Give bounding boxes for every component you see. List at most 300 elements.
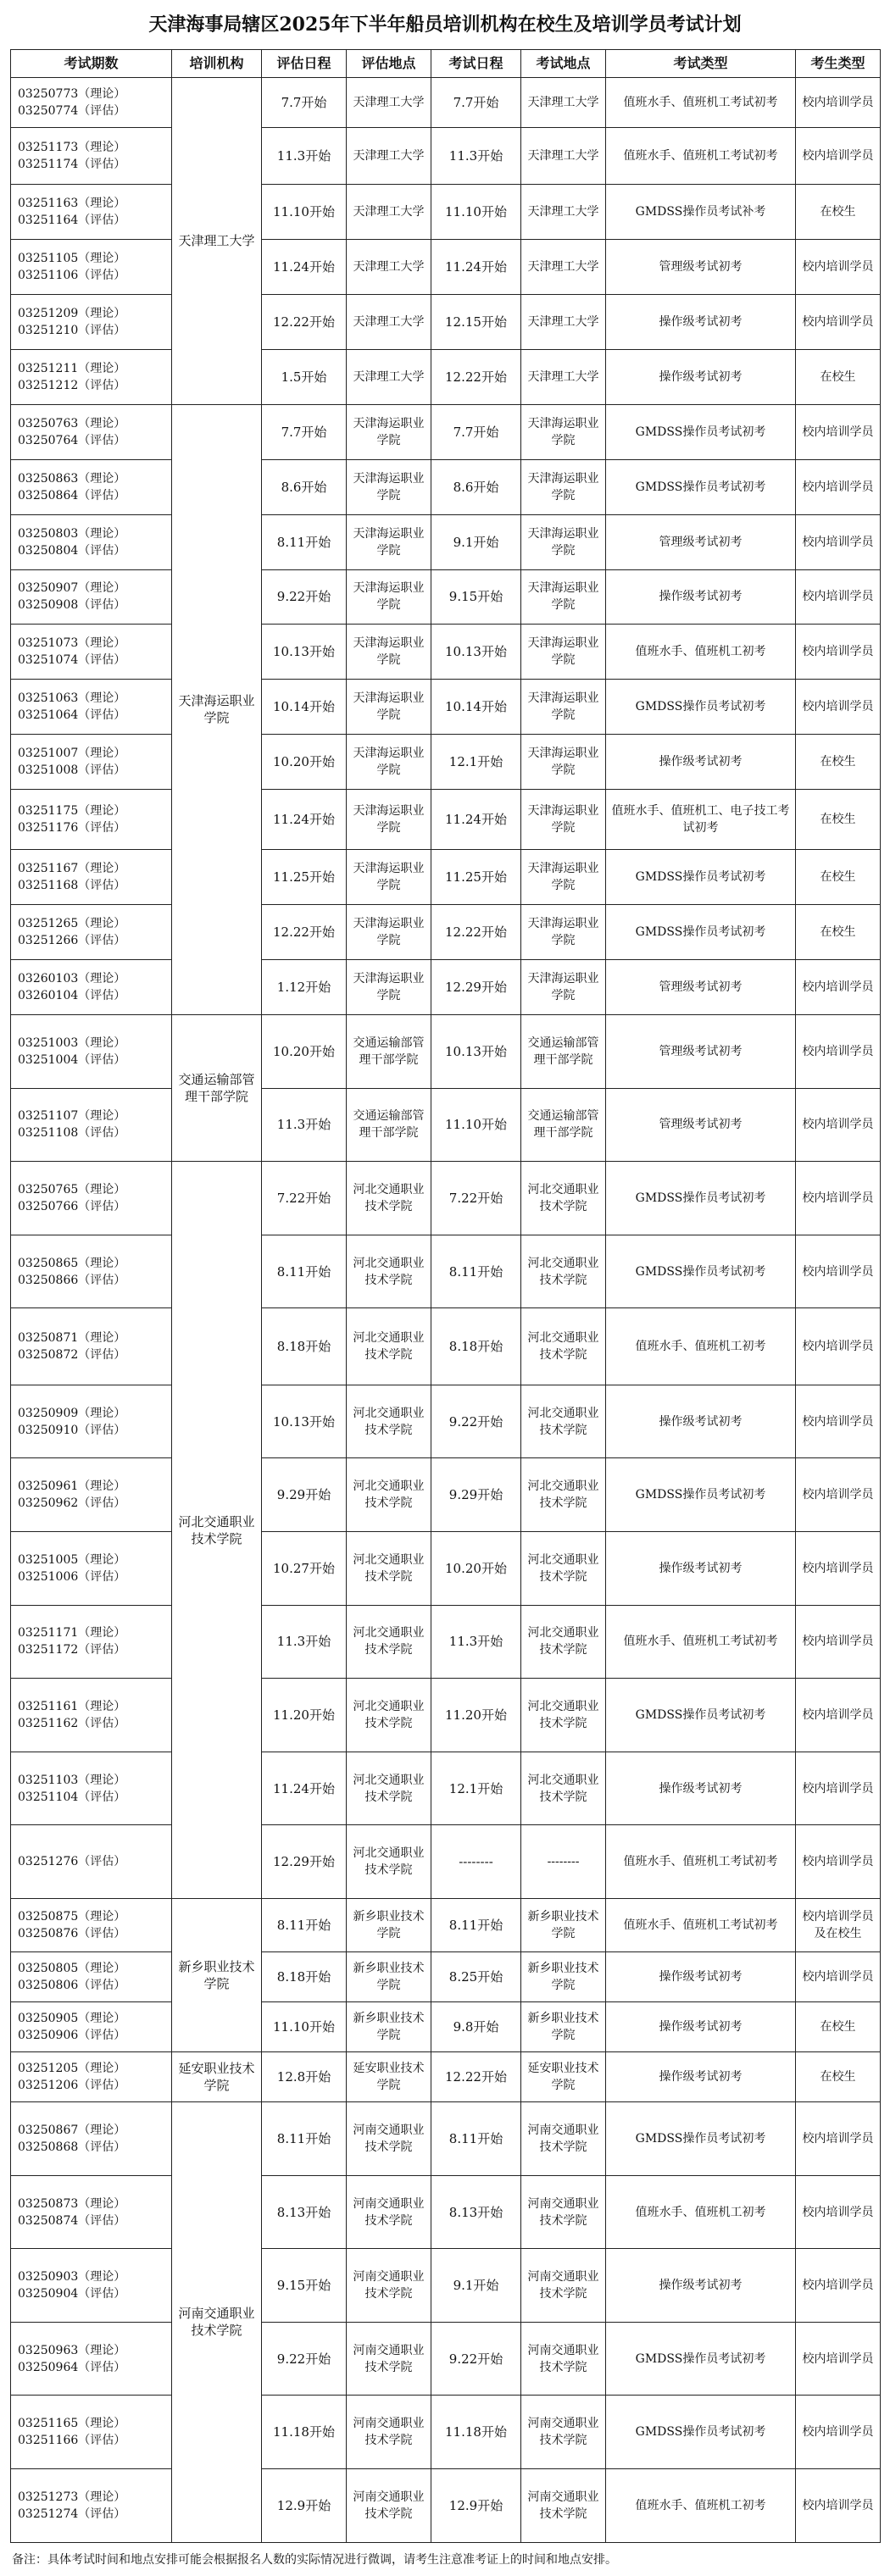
exam-location-cell: 河南交通职业技术学院 [521, 2322, 606, 2396]
exam-location-cell: 河南交通职业技术学院 [521, 2102, 606, 2176]
eval-location-cell: 天津海运职业学院 [347, 905, 431, 960]
eval-date-cell: 8.11开始 [262, 2102, 347, 2176]
exam-date-cell: 9.22开始 [431, 2322, 521, 2396]
exam-date-cell: -------- [431, 1825, 521, 1899]
header-institution: 培训机构 [172, 50, 262, 78]
eval-date-cell: 11.3开始 [262, 128, 347, 185]
exam-period-code: 03250910（评估） [18, 1423, 126, 1437]
eval-date-cell: 10.27开始 [262, 1532, 347, 1606]
table-row [11, 2396, 881, 2469]
exam-location-cell: 交通运输部管理干部学院 [521, 1088, 606, 1162]
exam-date-cell: 8.11开始 [431, 1235, 521, 1308]
table-row [11, 960, 881, 1015]
exam-period-code: 03250763（理论） [18, 416, 126, 430]
exam-type-cell: GMDSS操作员考试补考 [606, 184, 796, 239]
exam-period-cell [11, 78, 172, 128]
exam-location-cell: 河南交通职业技术学院 [521, 2249, 606, 2323]
table-row [11, 680, 881, 735]
exam-type-cell: 值班水手、值班机工考试初考 [606, 78, 796, 128]
exam-location-cell: 天津理工大学 [521, 78, 606, 128]
eval-location-cell: 天津海运职业学院 [347, 569, 431, 625]
exam-period-code: 03251175（理论） [18, 804, 126, 819]
exam-period-cell [11, 2322, 172, 2396]
student-type-cell: 校内培训学员 [796, 1162, 881, 1235]
eval-date-cell: 8.11开始 [262, 1899, 347, 1952]
exam-period-code: 03251167（理论） [18, 862, 126, 876]
exam-location-cell: 河北交通职业技术学院 [521, 1752, 606, 1825]
eval-location-cell: 天津理工大学 [347, 239, 431, 294]
eval-location-cell: 新乡职业技术学院 [347, 1951, 431, 2001]
exam-location-cell: 天津海运职业学院 [521, 960, 606, 1015]
eval-date-cell: 12.9开始 [262, 2469, 347, 2543]
exam-type-cell: 值班水手、值班机工初考 [606, 2469, 796, 2543]
student-type-cell: 校内培训学员及在校生 [796, 1899, 881, 1952]
exam-location-cell: 天津海运职业学院 [521, 459, 606, 514]
table-row [11, 1385, 881, 1458]
student-type-cell: 校内培训学员 [796, 1605, 881, 1679]
exam-period-cell [11, 625, 172, 680]
eval-date-cell: 7.22开始 [262, 1162, 347, 1235]
table-row [11, 1162, 881, 1235]
student-type-cell: 在校生 [796, 735, 881, 790]
exam-date-cell: 8.6开始 [431, 459, 521, 514]
table-row [11, 2052, 881, 2102]
eval-date-cell: 11.24开始 [262, 239, 347, 294]
exam-location-cell: 延安职业技术学院 [521, 2052, 606, 2102]
table-row [11, 184, 881, 239]
exam-period-cell [11, 128, 172, 185]
exam-type-cell: 值班水手、值班机工初考 [606, 2175, 796, 2249]
exam-period-code: 03250803（理论） [18, 526, 126, 541]
exam-date-cell: 9.1开始 [431, 514, 521, 569]
exam-type-cell: GMDSS操作员考试初考 [606, 680, 796, 735]
exam-period-code: 03251266（评估） [18, 934, 126, 948]
exam-period-cell [11, 1014, 172, 1088]
institution-cell: 交通运输部管理干部学院 [172, 1014, 262, 1161]
eval-location-cell: 天津海运职业学院 [347, 459, 431, 514]
student-type-cell: 校内培训学员 [796, 2396, 881, 2469]
exam-type-cell: GMDSS操作员考试初考 [606, 404, 796, 459]
exam-date-cell: 11.10开始 [431, 184, 521, 239]
eval-date-cell: 11.24开始 [262, 790, 347, 850]
exam-date-cell: 10.13开始 [431, 1014, 521, 1088]
exam-period-code: 03251104（评估） [18, 1790, 126, 1804]
exam-type-cell: 管理级考试初考 [606, 960, 796, 1015]
eval-date-cell: 8.11开始 [262, 1235, 347, 1308]
exam-period-code: 03251073（理论） [18, 636, 126, 651]
exam-date-cell: 9.22开始 [431, 1385, 521, 1458]
eval-date-cell: 10.13开始 [262, 625, 347, 680]
exam-period-cell [11, 459, 172, 514]
exam-date-cell: 12.1开始 [431, 735, 521, 790]
eval-date-cell: 10.13开始 [262, 1385, 347, 1458]
student-type-cell: 校内培训学员 [796, 1951, 881, 2001]
exam-period-code: 03250873（理论） [18, 2196, 126, 2211]
exam-date-cell: 12.15开始 [431, 294, 521, 349]
exam-location-cell: 河南交通职业技术学院 [521, 2469, 606, 2543]
eval-date-cell: 11.10开始 [262, 2002, 347, 2052]
eval-location-cell: 河南交通职业技术学院 [347, 2396, 431, 2469]
exam-schedule-table [10, 49, 881, 2543]
eval-location-cell: 天津海运职业学院 [347, 514, 431, 569]
exam-location-cell: 天津海运职业学院 [521, 905, 606, 960]
exam-period-code: 03250905（理论） [18, 2012, 126, 2026]
exam-period-code: 03251004（评估） [18, 1052, 126, 1067]
exam-type-cell: 值班水手、值班机工考试初考 [606, 1899, 796, 1952]
exam-location-cell: 河北交通职业技术学院 [521, 1235, 606, 1308]
student-type-cell: 校内培训学员 [796, 625, 881, 680]
table-row [11, 2102, 881, 2176]
eval-location-cell: 河南交通职业技术学院 [347, 2102, 431, 2176]
exam-type-cell: 操作级考试初考 [606, 1385, 796, 1458]
eval-location-cell: 天津海运职业学院 [347, 735, 431, 790]
exam-period-cell [11, 1458, 172, 1532]
exam-location-cell: 天津理工大学 [521, 184, 606, 239]
exam-type-cell: 管理级考试初考 [606, 1088, 796, 1162]
student-type-cell: 校内培训学员 [796, 1679, 881, 1752]
student-type-cell: 校内培训学员 [796, 1014, 881, 1088]
exam-period-cell [11, 735, 172, 790]
student-type-cell: 校内培训学员 [796, 1235, 881, 1308]
eval-date-cell: 11.10开始 [262, 184, 347, 239]
exam-period-cell [11, 2469, 172, 2543]
eval-date-cell: 11.3开始 [262, 1605, 347, 1679]
student-type-cell: 校内培训学员 [796, 1752, 881, 1825]
exam-period-code: 03250804（评估） [18, 543, 126, 558]
exam-location-cell: 河北交通职业技术学院 [521, 1605, 606, 1679]
eval-date-cell: 10.20开始 [262, 1014, 347, 1088]
exam-period-code: 03250908（评估） [18, 598, 126, 613]
eval-location-cell: 河北交通职业技术学院 [347, 1532, 431, 1606]
eval-date-cell: 11.20开始 [262, 1679, 347, 1752]
exam-type-cell: 操作级考试初考 [606, 735, 796, 790]
student-type-cell: 校内培训学员 [796, 239, 881, 294]
exam-period-code: 03250765（理论） [18, 1182, 126, 1196]
table-row [11, 459, 881, 514]
exam-period-code: 03251106（评估） [18, 268, 126, 282]
exam-period-code: 03260104（评估） [18, 988, 126, 1002]
exam-period-cell [11, 514, 172, 569]
exam-period-cell [11, 2052, 172, 2102]
eval-date-cell: 7.7开始 [262, 78, 347, 128]
exam-period-code: 03251063（理论） [18, 691, 126, 706]
exam-period-cell [11, 2002, 172, 2052]
exam-location-cell: 交通运输部管理干部学院 [521, 1014, 606, 1088]
exam-location-cell: 天津理工大学 [521, 349, 606, 404]
institution-cell: 延安职业技术学院 [172, 2052, 262, 2102]
table-row [11, 404, 881, 459]
student-type-cell: 校内培训学员 [796, 1088, 881, 1162]
exam-location-cell: 天津理工大学 [521, 294, 606, 349]
eval-location-cell: 河北交通职业技术学院 [347, 1162, 431, 1235]
exam-location-cell: 河北交通职业技术学院 [521, 1458, 606, 1532]
exam-location-cell: 河南交通职业技术学院 [521, 2175, 606, 2249]
eval-date-cell: 10.20开始 [262, 735, 347, 790]
student-type-cell: 在校生 [796, 905, 881, 960]
exam-period-code: 03250863（理论） [18, 471, 126, 486]
exam-period-cell [11, 294, 172, 349]
exam-date-cell: 10.14开始 [431, 680, 521, 735]
student-type-cell: 校内培训学员 [796, 569, 881, 625]
exam-location-cell: 新乡职业技术学院 [521, 2002, 606, 2052]
exam-type-cell: GMDSS操作员考试初考 [606, 905, 796, 960]
exam-date-cell: 11.25开始 [431, 850, 521, 905]
exam-period-code: 03251176（评估） [18, 821, 126, 836]
institution-cell: 天津海运职业学院 [172, 404, 262, 1014]
student-type-cell: 校内培训学员 [796, 404, 881, 459]
table-row [11, 1825, 881, 1899]
exam-period-code: 03250871（理论） [18, 1331, 126, 1346]
exam-period-code: 03251005（理论） [18, 1552, 126, 1567]
header-eval-location: 评估地点 [347, 50, 431, 78]
eval-date-cell: 9.22开始 [262, 569, 347, 625]
eval-date-cell: 1.5开始 [262, 349, 347, 404]
exam-type-cell: GMDSS操作员考试初考 [606, 459, 796, 514]
table-body [11, 78, 881, 2543]
exam-period-code: 03251209（理论） [18, 306, 126, 320]
exam-period-code: 03250907（理论） [18, 581, 126, 596]
table-row [11, 1235, 881, 1308]
exam-date-cell: 7.7开始 [431, 404, 521, 459]
exam-location-cell: 天津海运职业学院 [521, 569, 606, 625]
exam-type-cell: GMDSS操作员考试初考 [606, 2396, 796, 2469]
table-row [11, 735, 881, 790]
exam-period-cell [11, 349, 172, 404]
eval-location-cell: 延安职业技术学院 [347, 2052, 431, 2102]
student-type-cell: 校内培训学员 [796, 680, 881, 735]
exam-location-cell: 天津海运职业学院 [521, 735, 606, 790]
eval-location-cell: 河北交通职业技术学院 [347, 1752, 431, 1825]
exam-period-code: 03251172（评估） [18, 1643, 126, 1657]
exam-date-cell: 8.11开始 [431, 2102, 521, 2176]
exam-location-cell: 新乡职业技术学院 [521, 1899, 606, 1952]
table-row [11, 1605, 881, 1679]
exam-period-code: 03251173（理论） [18, 141, 126, 154]
table-row [11, 78, 881, 128]
exam-date-cell: 7.22开始 [431, 1162, 521, 1235]
eval-location-cell: 河南交通职业技术学院 [347, 2469, 431, 2543]
eval-location-cell: 河北交通职业技术学院 [347, 1235, 431, 1308]
exam-period-cell [11, 1235, 172, 1308]
student-type-cell: 在校生 [796, 850, 881, 905]
exam-date-cell: 12.22开始 [431, 905, 521, 960]
header-eval-date: 评估日程 [262, 50, 347, 78]
exam-date-cell: 9.1开始 [431, 2249, 521, 2323]
eval-location-cell: 新乡职业技术学院 [347, 1899, 431, 1952]
exam-period-code: 03250962（评估） [18, 1496, 126, 1511]
student-type-cell: 校内培训学员 [796, 2469, 881, 2543]
exam-period-code: 03250805（理论） [18, 1961, 126, 1975]
table-row [11, 239, 881, 294]
exam-period-code: 03251163（理论） [18, 196, 126, 210]
table-row [11, 349, 881, 404]
exam-type-cell: GMDSS操作员考试初考 [606, 1235, 796, 1308]
eval-date-cell: 8.18开始 [262, 1308, 347, 1385]
exam-period-cell [11, 1532, 172, 1606]
exam-type-cell: 操作级考试初考 [606, 2052, 796, 2102]
exam-period-cell [11, 2175, 172, 2249]
eval-date-cell: 11.24开始 [262, 1752, 347, 1825]
exam-period-cell [11, 1752, 172, 1825]
institution-cell: 河北交通职业技术学院 [172, 1162, 262, 1899]
header-exam-location: 考试地点 [521, 50, 606, 78]
exam-period-code: 03251107（理论） [18, 1109, 126, 1124]
exam-period-cell [11, 1825, 172, 1899]
student-type-cell: 校内培训学员 [796, 459, 881, 514]
student-type-cell: 校内培训学员 [796, 2249, 881, 2323]
exam-type-cell: 管理级考试初考 [606, 239, 796, 294]
eval-location-cell: 天津海运职业学院 [347, 850, 431, 905]
student-type-cell: 校内培训学员 [796, 1532, 881, 1606]
table-header-row [11, 50, 881, 78]
exam-period-code: 03251168（评估） [18, 879, 126, 893]
table-row [11, 1951, 881, 2001]
page-title: 天津海事局辖区2025年下半年船员培训机构在校生及培训学员考试计划 [148, 14, 742, 36]
table-row [11, 2469, 881, 2543]
exam-period-cell [11, 2102, 172, 2176]
exam-type-cell: 值班水手、值班机工、电子技工考试初考 [606, 790, 796, 850]
exam-period-code: 03251206（评估） [18, 2079, 126, 2093]
exam-type-cell: 操作级考试初考 [606, 1752, 796, 1825]
exam-period-cell [11, 850, 172, 905]
eval-date-cell: 9.22开始 [262, 2322, 347, 2396]
exam-period-code: 03250766（评估） [18, 1199, 126, 1213]
table-row [11, 790, 881, 850]
student-type-cell: 在校生 [796, 790, 881, 850]
eval-date-cell: 12.8开始 [262, 2052, 347, 2102]
eval-location-cell: 天津海运职业学院 [347, 790, 431, 850]
student-type-cell: 校内培训学员 [796, 960, 881, 1015]
eval-location-cell: 天津海运职业学院 [347, 404, 431, 459]
exam-period-code: 03251165（理论） [18, 2417, 126, 2431]
exam-date-cell: 10.13开始 [431, 625, 521, 680]
exam-period-code: 03251006（评估） [18, 1569, 126, 1584]
exam-period-cell [11, 184, 172, 239]
header-student-type: 考生类型 [796, 50, 881, 78]
student-type-cell: 校内培训学员 [796, 2102, 881, 2176]
student-type-cell: 在校生 [796, 349, 881, 404]
exam-location-cell: 天津海运职业学院 [521, 850, 606, 905]
student-type-cell: 校内培训学员 [796, 128, 881, 185]
exam-date-cell: 11.20开始 [431, 1679, 521, 1752]
exam-type-cell: 值班水手、值班机工初考 [606, 625, 796, 680]
student-type-cell: 校内培训学员 [796, 2175, 881, 2249]
eval-location-cell: 交通运输部管理干部学院 [347, 1014, 431, 1088]
exam-type-cell: 操作级考试初考 [606, 2249, 796, 2323]
exam-period-cell [11, 1088, 172, 1162]
exam-period-cell [11, 1162, 172, 1235]
exam-date-cell: 12.22开始 [431, 349, 521, 404]
exam-location-cell: 新乡职业技术学院 [521, 1951, 606, 2001]
table-row [11, 2249, 881, 2323]
exam-location-cell: 天津海运职业学院 [521, 514, 606, 569]
exam-date-cell: 11.24开始 [431, 790, 521, 850]
exam-date-cell: 11.10开始 [431, 1088, 521, 1162]
exam-date-cell: 12.9开始 [431, 2469, 521, 2543]
exam-location-cell: 天津海运职业学院 [521, 790, 606, 850]
table-row [11, 850, 881, 905]
exam-period-code: 03251064（评估） [18, 708, 126, 723]
table-row [11, 1458, 881, 1532]
exam-location-cell: -------- [521, 1825, 606, 1899]
exam-type-cell: GMDSS操作员考试初考 [606, 1458, 796, 1532]
exam-location-cell: 天津海运职业学院 [521, 625, 606, 680]
eval-date-cell: 11.3开始 [262, 1088, 347, 1162]
eval-date-cell: 10.14开始 [262, 680, 347, 735]
eval-date-cell: 12.22开始 [262, 294, 347, 349]
exam-period-code: 03251162（评估） [18, 1717, 126, 1731]
table-row [11, 2175, 881, 2249]
exam-type-cell: GMDSS操作员考试初考 [606, 1162, 796, 1235]
exam-period-code: 03251164（评估） [18, 213, 126, 227]
exam-period-code: 03251265（理论） [18, 917, 126, 931]
eval-location-cell: 河南交通职业技术学院 [347, 2322, 431, 2396]
eval-location-cell: 天津海运职业学院 [347, 625, 431, 680]
student-type-cell: 在校生 [796, 184, 881, 239]
exam-period-code: 03251161（理论） [18, 1700, 126, 1714]
student-type-cell: 校内培训学员 [796, 1308, 881, 1385]
eval-date-cell: 8.13开始 [262, 2175, 347, 2249]
exam-period-code: 03251108（评估） [18, 1126, 126, 1141]
table-row [11, 905, 881, 960]
exam-period-code: 03250865（理论） [18, 1256, 126, 1270]
eval-location-cell: 河南交通职业技术学院 [347, 2175, 431, 2249]
header-exam-date: 考试日程 [431, 50, 521, 78]
exam-period-cell [11, 2396, 172, 2469]
exam-period-cell [11, 1605, 172, 1679]
eval-location-cell: 河北交通职业技术学院 [347, 1385, 431, 1458]
footnote: 备注：具体考试时间和地点安排可能会根据报名人数的实际情况进行微调，请考生注意准考证上的时间和地点安排。 [12, 2553, 617, 2567]
exam-type-cell: 值班水手、值班机工考试初考 [606, 128, 796, 185]
table-row [11, 1752, 881, 1825]
eval-date-cell: 11.18开始 [262, 2396, 347, 2469]
table-row [11, 1899, 881, 1952]
exam-period-cell [11, 1679, 172, 1752]
exam-date-cell: 7.7开始 [431, 78, 521, 128]
table-row [11, 2002, 881, 2052]
exam-period-code: 03250906（评估） [18, 2029, 126, 2043]
exam-period-cell [11, 1951, 172, 2001]
exam-period-code: 03251007（理论） [18, 747, 126, 761]
exam-location-cell: 河北交通职业技术学院 [521, 1679, 606, 1752]
exam-location-cell: 河南交通职业技术学院 [521, 2396, 606, 2469]
exam-date-cell: 12.1开始 [431, 1752, 521, 1825]
eval-date-cell: 12.29开始 [262, 1825, 347, 1899]
exam-period-code: 03251171（理论） [18, 1626, 126, 1641]
exam-type-cell: GMDSS操作员考试初考 [606, 2322, 796, 2396]
student-type-cell: 校内培训学员 [796, 1385, 881, 1458]
exam-period-code: 03250774（评估） [18, 104, 126, 119]
institution-cell: 天津理工大学 [172, 78, 262, 405]
exam-location-cell: 河北交通职业技术学院 [521, 1308, 606, 1385]
eval-location-cell: 天津海运职业学院 [347, 960, 431, 1015]
exam-period-code: 03251103（理论） [18, 1773, 126, 1787]
exam-type-cell: 操作级考试初考 [606, 1532, 796, 1606]
table-row [11, 569, 881, 625]
eval-date-cell: 8.18开始 [262, 1951, 347, 2001]
eval-location-cell: 天津理工大学 [347, 294, 431, 349]
exam-location-cell: 天津海运职业学院 [521, 404, 606, 459]
exam-location-cell: 河北交通职业技术学院 [521, 1385, 606, 1458]
eval-date-cell: 11.25开始 [262, 850, 347, 905]
exam-date-cell: 8.13开始 [431, 2175, 521, 2249]
institution-cell: 新乡职业技术学院 [172, 1899, 262, 2052]
exam-period-cell [11, 1385, 172, 1458]
student-type-cell: 校内培训学员 [796, 514, 881, 569]
exam-period-cell [11, 404, 172, 459]
exam-period-code: 03250904（评估） [18, 2287, 126, 2301]
exam-period-cell [11, 1308, 172, 1385]
